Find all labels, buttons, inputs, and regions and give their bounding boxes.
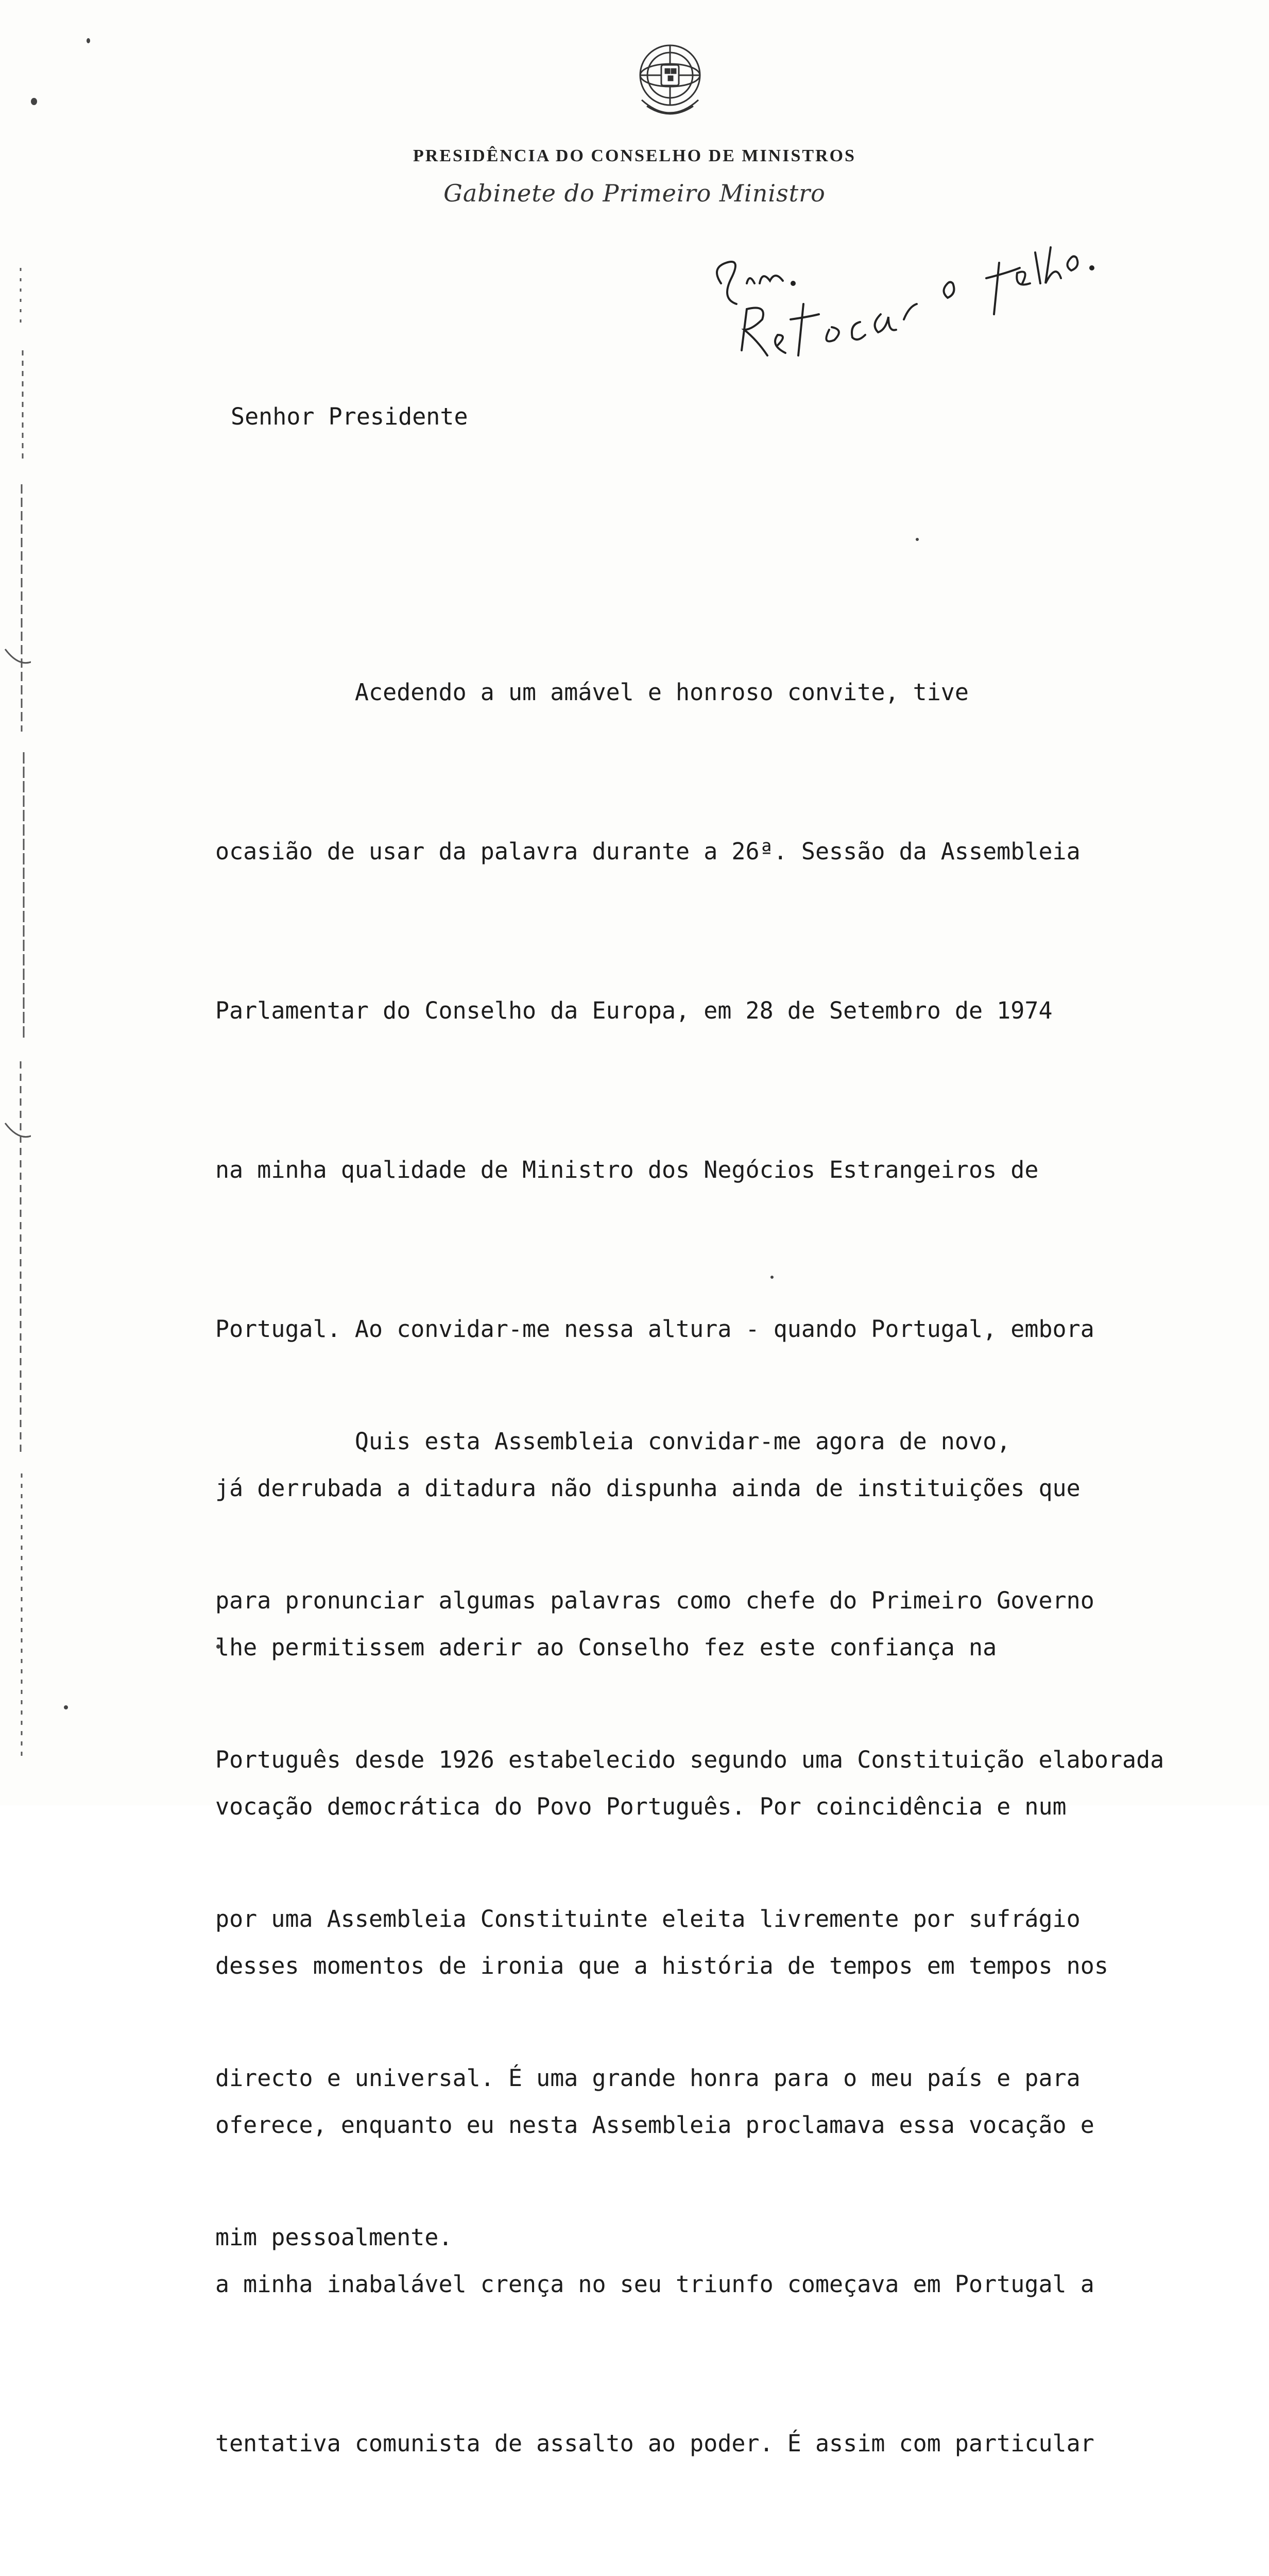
paragraph-line: tentativa comunista de assalto ao poder. É assim com particular	[215, 2430, 1094, 2457]
paragraph-line: ocasião de usar da palavra durante a 26ª. Sessão da Assembleia	[215, 838, 1081, 865]
paragraph-line: por uma Assembleia Constituinte eleita livremente por sufrágio	[215, 1905, 1081, 1933]
paragraph-line: oferece, enquanto eu nesta Assembleia proclamava essa vocação e	[215, 2111, 1094, 2139]
letterhead-institution: PRESIDÊNCIA DO CONSELHO DE MINISTROS	[413, 146, 856, 165]
paragraph-line: lhe permitissem aderir ao Conselho fez este confiança na	[215, 1634, 997, 1661]
scan-speck	[64, 1705, 68, 1709]
paragraph-line: Acedendo a um amável e honroso convite, tive	[215, 679, 969, 706]
paragraph-2	[215, 1309, 1204, 2370]
paragraph-line: directo e universal. É uma grande honra para o meu país e para	[215, 2064, 1081, 2092]
paragraph-line: Parlamentar do Conselho da Europa, em 28 de Setembro de 1974	[215, 997, 1053, 1024]
paragraph-line: Portugal. Ao convidar-me nessa altura - quando Portugal, embora	[215, 1315, 1094, 1343]
scan-speck	[87, 38, 90, 43]
paragraph-line: Português desde 1926 estabelecido segundo uma Constituição elaborada	[215, 1746, 1164, 1773]
paragraph-line: na minha qualidade de Ministro dos Negócios Estrangeiros de	[215, 1156, 1039, 1183]
paragraph-line: vocação democrática do Povo Português. Por coincidência e num	[215, 1793, 1067, 1820]
salutation: Senhor Presidente	[231, 403, 468, 430]
handwritten-note-annotation	[700, 206, 1102, 371]
paragraph-line: Quis esta Assembleia convidar-me agora de novo,	[215, 1428, 1011, 1455]
paragraph-line: desses momentos de ironia que a história de tempos em tempos nos	[215, 1952, 1108, 1979]
paragraph-line: para pronunciar algumas palavras como chefe do Primeiro Governo	[215, 1587, 1094, 1614]
portuguese-republic-seal-icon	[631, 38, 709, 126]
binding-edge-artifact	[0, 268, 31, 1762]
scan-speck	[31, 98, 37, 105]
paragraph-line: a minha inabalável crença no seu triunfo começava em Portugal a	[215, 2270, 1094, 2298]
letterhead-office: Gabinete do Primeiro Ministro	[443, 179, 826, 207]
paragraph-line: mim pessoalmente.	[215, 2224, 453, 2251]
paragraph-line: já derrubada a ditadura não dispunha ainda de instituições que	[215, 1475, 1081, 1502]
scan-speck	[916, 538, 919, 541]
